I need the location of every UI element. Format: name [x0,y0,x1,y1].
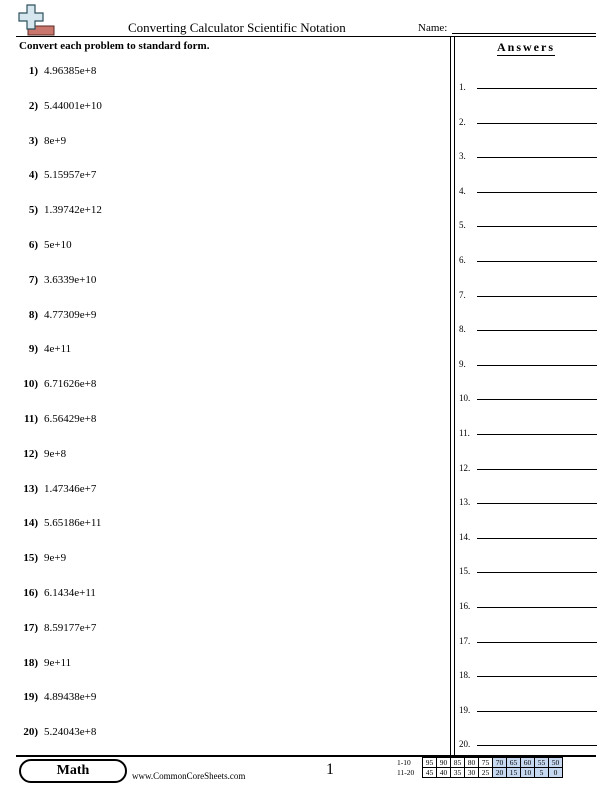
answer-item [459,147,597,161]
answer-item [459,597,597,611]
score-cell: 65 [507,758,521,768]
problem-expression: 9e+8 [44,447,67,460]
problem-item [18,309,438,325]
problem-item [18,413,438,429]
score-cell: 90 [437,758,451,768]
problem-item [18,100,438,116]
score-cell: 55 [535,758,549,768]
instructions: Convert each problem to standard form. [19,40,210,52]
problem-expression: 3.6339e+10 [44,273,97,286]
problem-item [18,135,438,151]
problem-item [18,65,438,81]
score-cell: 45 [423,768,437,778]
answer-item [459,320,597,334]
answer-line[interactable] [477,261,597,262]
answer-line[interactable] [477,469,597,470]
answer-line[interactable] [477,642,597,643]
score-table [396,757,563,778]
problem-expression: 5.15957e+7 [44,169,97,182]
problem-item [18,169,438,185]
problem-number: 8) [28,308,38,321]
problem-number: 2) [28,99,38,112]
score-cell: 40 [437,768,451,778]
score-row-label: 1-10 [397,758,411,767]
site-url: www.CommonCoreSheets.com [132,771,246,781]
answer-item [459,459,597,473]
answer-item [459,528,597,542]
answer-label: 10. [459,393,471,404]
answer-line[interactable] [477,538,597,539]
answer-line[interactable] [477,434,597,435]
answer-item [459,493,597,507]
problem-expression: 5e+10 [44,239,72,251]
problem-item [18,274,438,290]
problem-expression: 5.44001e+10 [44,99,102,112]
problem-number: 4) [28,169,38,182]
problem-number: 16) [23,587,38,599]
problem-expression: 9e+11 [44,656,72,669]
answer-label: 5. [459,220,466,231]
score-cell: 85 [451,758,465,768]
answer-line[interactable] [477,365,597,366]
math-badge: Math [19,759,127,783]
answer-item [459,562,597,576]
answer-label: 8. [459,324,466,335]
answer-label: 13. [459,497,471,508]
problem-number: 17) [23,621,38,634]
name-label: Name: [418,22,448,34]
answer-item [459,701,597,715]
score-cell: 30 [465,768,479,778]
score-cell: 0 [549,768,563,778]
answer-item [459,389,597,403]
answer-line[interactable] [477,296,597,297]
score-cell: 25 [479,768,493,778]
answer-line[interactable] [477,745,597,746]
score-row-label: 11-20 [397,768,415,777]
answer-item [459,251,597,265]
answer-line[interactable] [477,711,597,712]
problem-number: 11) [23,413,38,425]
problem-number: 15) [23,552,38,565]
problem-number: 18) [23,656,38,669]
problem-expression: 9e+9 [44,552,67,565]
problem-number: 13) [23,482,38,495]
problem-expression: 1.47346e+7 [44,482,97,495]
answer-label: 4. [459,185,466,196]
problem-number: 9) [28,343,38,356]
answer-line[interactable] [477,399,597,400]
answer-label: 9. [459,358,466,369]
name-field-line[interactable] [452,33,596,34]
problem-item [18,378,438,394]
problem-item [18,448,438,464]
answer-item [459,113,597,127]
answer-item [459,424,597,438]
score-cell: 15 [507,768,521,778]
answer-label: 20. [459,739,471,750]
answer-line[interactable] [477,503,597,504]
problem-number: 5) [28,204,38,217]
score-cell: 80 [465,758,479,768]
score-cell: 20 [493,768,507,778]
score-cell: 10 [521,768,535,778]
problem-item [18,204,438,220]
score-cell: 70 [493,758,507,768]
answer-label: 1. [459,82,466,92]
answer-label: 18. [459,670,471,681]
answer-line[interactable] [477,123,597,124]
answers-title-text: Answers [497,40,555,54]
answer-label: 19. [459,704,471,715]
problem-number: 12) [23,447,38,460]
page-number: 1 [326,761,334,778]
problem-expression: 5.65186e+11 [44,517,102,530]
answer-label: 16. [459,601,471,611]
score-cell: 75 [479,758,493,768]
score-row [396,768,563,778]
answer-line[interactable] [477,192,597,193]
answer-label: 17. [459,635,471,646]
answer-item [459,666,597,680]
score-cell: 5 [535,768,549,778]
answer-item [459,355,597,369]
score-cell: 60 [521,758,535,768]
problem-number: 6) [28,239,38,251]
problem-item [18,239,438,255]
problem-expression: 4.96385e+8 [44,65,97,77]
problem-number: 1) [28,65,38,77]
problem-expression: 8.59177e+7 [44,621,97,634]
answer-line[interactable] [477,88,597,89]
answer-label: 15. [459,566,471,577]
answer-line[interactable] [477,226,597,227]
answer-label: 12. [459,462,471,473]
problem-item [18,343,438,359]
problem-number: 19) [23,691,38,704]
score-cell: 95 [423,758,437,768]
answer-line[interactable] [477,607,597,608]
problem-item [18,552,438,568]
score-cell: 35 [451,768,465,778]
problem-item [18,622,438,638]
problem-number: 10) [23,378,38,391]
answer-label: 7. [459,289,466,300]
answer-line[interactable] [477,676,597,677]
plus-ruler-logo-icon [18,4,56,36]
answer-label: 11. [459,428,470,438]
problem-item [18,691,438,707]
answers-title [456,40,596,55]
answer-label: 2. [459,116,466,127]
problem-item [18,587,438,603]
answer-label: 14. [459,531,471,542]
problem-item [18,483,438,499]
answer-item [459,216,597,230]
answer-label: 6. [459,255,466,265]
score-cell: 50 [549,758,563,768]
problem-item [18,657,438,673]
problem-expression: 4.77309e+9 [44,308,97,321]
problem-expression: 6.1434e+11 [44,587,96,599]
score-row [396,758,563,768]
answer-item [459,632,597,646]
answer-item [459,78,597,92]
problem-number: 3) [28,134,38,147]
problem-item [18,517,438,533]
problem-number: 7) [28,273,38,286]
problem-expression: 6.71626e+8 [44,378,97,391]
problem-expression: 4e+11 [44,343,72,356]
problem-expression: 5.24043e+8 [44,726,97,739]
answer-item [459,286,597,300]
problem-expression: 1.39742e+12 [44,204,102,217]
answer-line[interactable] [477,157,597,158]
header-rule [16,36,596,37]
column-divider [450,37,455,755]
problem-expression: 8e+9 [44,134,67,147]
answer-line[interactable] [477,330,597,331]
answer-label: 3. [459,151,466,162]
answer-item [459,182,597,196]
answer-item [459,735,597,749]
problem-number: 14) [23,517,38,530]
problem-expression: 4.89438e+9 [44,691,97,704]
page-title: Converting Calculator Scientific Notation [128,20,346,35]
problem-item [18,726,438,742]
answer-line[interactable] [477,572,597,573]
problem-number: 20) [23,726,38,739]
problem-expression: 6.56429e+8 [44,413,97,425]
